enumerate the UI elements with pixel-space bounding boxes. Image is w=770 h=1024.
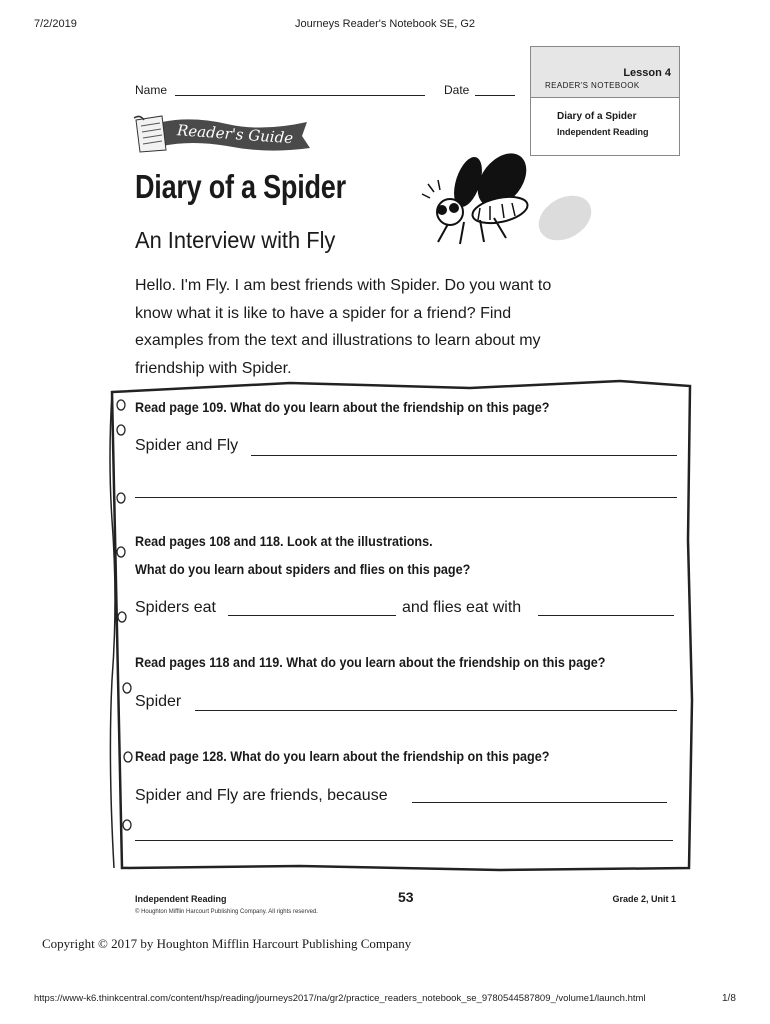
question-3-prompt: Read pages 118 and 119. What do you learn about the friendship on this page? xyxy=(135,654,606,670)
page-title: Diary of a Spider xyxy=(135,168,346,205)
answer-4-line-2[interactable] xyxy=(135,840,673,841)
footer-grade: Grade 2, Unit 1 xyxy=(612,894,676,904)
print-url[interactable]: https://www-k6.thinkcentral.com/content/hsp/reading/journeys2017/na/gr2/practice_readers_notebook_se_9780544587809_/volume1/launch.html xyxy=(34,993,646,1004)
answer-1-line-2[interactable] xyxy=(135,497,677,498)
answer-4-line-1[interactable] xyxy=(412,802,667,803)
answer-2-blank-1[interactable] xyxy=(228,615,396,616)
question-2-answer-part-2: and flies eat with xyxy=(402,599,522,616)
question-2-prompt-line-1: Read pages 108 and 118. Look at the illustrations. xyxy=(135,533,433,549)
question-4-answer-start: Spider and Fly are friends, because xyxy=(135,787,388,804)
answer-2-blank-2[interactable] xyxy=(538,615,674,616)
name-label: Name xyxy=(135,83,168,97)
question-1-prompt: Read page 109. What do you learn about the friendship on this page? xyxy=(135,399,550,415)
lesson-story-title: Diary of a Spider xyxy=(557,111,637,122)
print-page-count: 1/8 xyxy=(722,993,736,1004)
footer-section: Independent Reading xyxy=(135,894,227,904)
lesson-number: Lesson 4 xyxy=(623,67,671,79)
page-subtitle: An Interview with Fly xyxy=(135,227,336,253)
lesson-section: Independent Reading xyxy=(557,127,649,137)
question-2-answer-part-1: Spiders eat xyxy=(135,599,216,616)
answer-1-line-1[interactable] xyxy=(251,455,677,456)
copyright-notice: Copyright © 2017 by Houghton Mifflin Harcourt Publishing Company xyxy=(42,936,412,951)
question-4-prompt: Read page 128. What do you learn about the friendship on this page? xyxy=(135,748,550,764)
print-doc-title: Journeys Reader's Notebook SE, G2 xyxy=(294,18,476,30)
page-number: 53 xyxy=(398,889,414,905)
footer-small-copyright: © Houghton Mifflin Harcourt Publishing Company. All rights reserved. xyxy=(135,909,318,915)
print-date: 7/2/2019 xyxy=(34,18,77,30)
date-label: Date xyxy=(444,83,470,97)
question-2-prompt-line-2: What do you learn about spiders and flies on this page? xyxy=(135,561,471,577)
intro-paragraph: Hello. I'm Fly. I am best friends with Spider. Do you want to know what it is like to have a spider for a friend? Find examples from the text and illustrations to learn about my friendship with Spider. xyxy=(135,277,552,377)
answer-3-line[interactable] xyxy=(195,710,677,711)
question-1-answer-start: Spider and Fly xyxy=(135,437,239,454)
banner-text: Reader's Guide xyxy=(176,121,294,148)
readers-notebook-label: READER'S NOTEBOOK xyxy=(545,81,640,90)
question-3-answer-start: Spider xyxy=(135,693,182,710)
